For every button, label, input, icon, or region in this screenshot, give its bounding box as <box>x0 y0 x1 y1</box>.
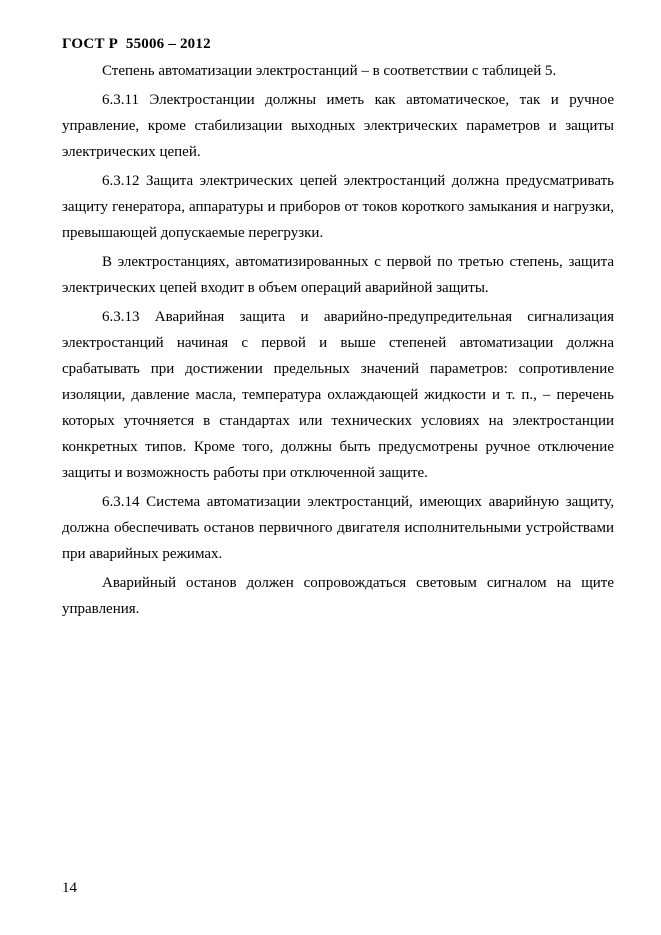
paragraph-6-3-14: 6.3.14 Система автоматизации электростанций, имеющих аварийную защиту, должна обеспечивать останов первичного двигателя исполнительными устройствами при аварийных режимах. <box>62 494 614 562</box>
paragraph-6-3-12: 6.3.12 Защита электрических цепей электростанций должна предусматривать защиту генератора, аппаратуры и приборов от токов короткого замыкания и нагрузки, превышающей допускаемые перегрузки. <box>62 173 614 241</box>
paragraph-emergency-stop: Аварийный останов должен сопровождаться световым сигналом на щите управления. <box>62 575 614 617</box>
paragraph-circuit-protection: В электростанциях, автоматизированных с первой по третью степень, защита электрических цепей входит в объем операций аварийной защиты. <box>62 254 614 296</box>
document-header: ГОСТ Р 55006 – 2012 <box>62 36 211 52</box>
paragraph-automation-degree: Степень автоматизации электростанций – в соответствии с таблицей 5. <box>102 63 557 79</box>
document-body <box>62 58 614 625</box>
paragraph-6-3-11: 6.3.11 Электростанции должны иметь как автоматическое, так и ручное управление, кроме стабилизации выходных электрических параметров и защиты электрических цепей. <box>62 92 614 160</box>
paragraph-6-3-13: 6.3.13 Аварийная защита и аварийно-предупредительная сигнализация электростанций начиная с первой и выше степеней автоматизации должна срабатывать при достижении предельных значений параметров: сопротивление изоляции, давление масла, температура охлаждающей жидкости и т. п., – перечень которых уточняется в стандартах или технических условиях на электростанции конкретных типов. Кроме того, должны быть предусмотрены ручное отключение защиты и возможность работы при отключенной защите. <box>62 309 614 481</box>
page-number: 14 <box>62 880 77 896</box>
